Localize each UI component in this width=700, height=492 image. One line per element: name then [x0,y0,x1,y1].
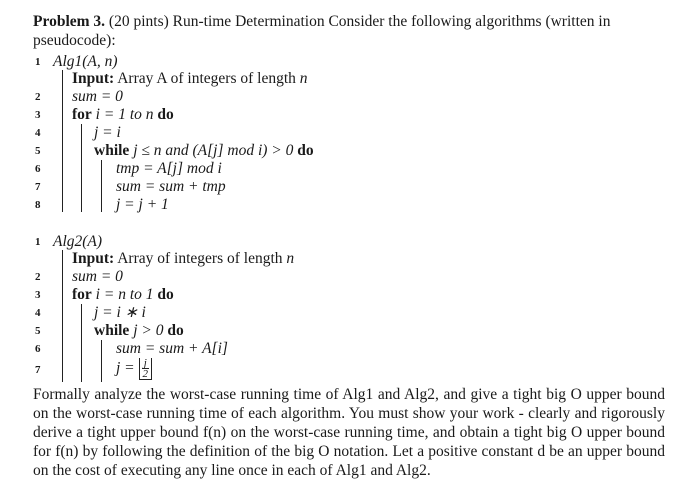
alg1-input [72,70,308,88]
alg1-line-5 [94,142,314,160]
line-number: 6 [35,163,41,175]
line-number: 8 [35,199,41,211]
for-range: i = n to 1 [91,286,158,303]
for-keyword: for [72,106,92,123]
input-keyword: Input: [72,250,115,267]
alg1-line-8: j = j + 1 [116,196,169,213]
line-number: 3 [35,109,41,121]
while-keyword: while [94,322,130,339]
alg2-signature: Alg2(A) [53,233,103,250]
input-keyword: Input: [72,70,115,87]
assign-lhs: j = [116,359,139,377]
input-var: n [299,70,308,87]
line-number: 4 [35,307,41,319]
fraction-numerator: j [142,358,150,369]
for-range: i = 1 to n [91,106,158,123]
while-keyword: while [94,142,130,159]
alg1-line-6: tmp = A[j] mod i [116,160,222,177]
line-number: 1 [35,236,41,248]
instructions-paragraph: Formally analyze the worst-case running time of Alg1 and Alg2, and give a tight big O upper bound on the worst-case running time of each algorithm. You must show your work - clearly and rigorously derive a tight upper bound f(n) on the worst-case running time, and obtain a tight big O upper bound for f(n) by following the definition of the big O notation. Let a positive constant d be an upper bound on the cost of executing any line once in each of Alg1 and Alg2. [33,386,665,479]
alg2-line-6: sum = sum + A[i] [116,340,228,357]
line-number: 2 [35,271,41,283]
alg2-line-2: sum = 0 [72,268,123,285]
alg1-line-4: j = i [94,124,121,141]
line-number: 5 [35,145,41,157]
problem-label: Problem 3. [33,13,106,30]
line-number: 7 [35,364,41,376]
line-number: 5 [35,325,41,337]
alg2-line-5 [94,322,184,340]
fraction [142,358,150,379]
line-number: 1 [35,56,41,68]
alg1-line-3 [72,106,174,124]
alg2-line-3 [72,286,174,304]
alg1-scope-bar [62,70,63,212]
alg1-signature: Alg1(A, n) [53,53,118,70]
input-text: Array of integers of length [114,250,287,267]
fraction-denominator: 2 [142,368,149,380]
floor-bracket [139,358,153,380]
line-number: 4 [35,127,41,139]
alg2-while-bar [101,340,102,382]
alg2-line-7 [116,358,152,380]
line-number: 6 [35,343,41,355]
problem-statement: (20 pints) Run-time Determination Consider the following algorithms (written in pseudocode): [33,13,611,49]
alg2-input [72,250,294,268]
problem-heading [33,12,673,50]
alg1-line-7: sum = sum + tmp [116,178,226,195]
alg1-while-bar [101,160,102,212]
alg1-line-2: sum = 0 [72,88,123,105]
input-var: n [286,250,295,267]
do-keyword: do [157,286,174,303]
for-keyword: for [72,286,92,303]
line-number: 2 [35,91,41,103]
line-number: 7 [35,181,41,193]
do-keyword: do [297,142,314,159]
do-keyword: do [157,106,174,123]
input-text: Array A of integers of length [114,70,300,87]
alg1-for-bar [81,124,82,212]
alg2-line-4: j = i ∗ i [94,304,146,321]
alg2-for-bar [81,304,82,382]
line-number: 3 [35,289,41,301]
while-condition: j > 0 [129,322,168,339]
do-keyword: do [167,322,184,339]
alg2-scope-bar [62,250,63,382]
while-condition: j ≤ n and (A[j] mod i) > 0 [129,142,298,159]
